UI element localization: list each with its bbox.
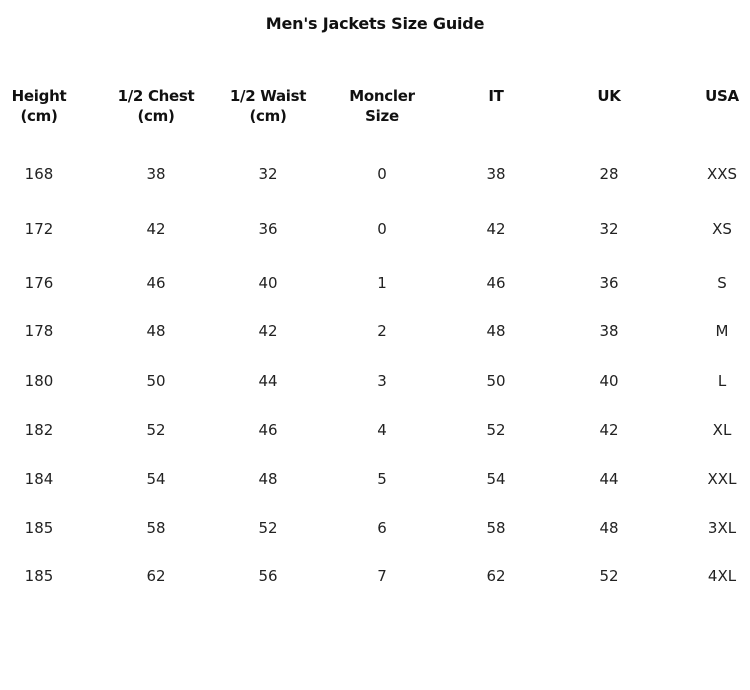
column-header-half-chest: 1/2 Chest (cm)	[117, 87, 195, 125]
cell-moncler-size: 7	[377, 567, 387, 585]
cell-usa: XS	[712, 220, 732, 238]
cell-uk: 32	[599, 220, 619, 238]
cell-moncler-size: 1	[377, 274, 387, 292]
column-header-it: IT	[488, 87, 504, 105]
table-row	[0, 162, 750, 186]
table-row	[0, 217, 750, 241]
cell-half-chest: 52	[146, 421, 166, 439]
cell-height: 185	[24, 519, 54, 537]
cell-half-chest: 62	[146, 567, 166, 585]
cell-uk: 38	[599, 322, 619, 340]
cell-half-waist: 52	[258, 519, 278, 537]
cell-uk: 42	[599, 421, 619, 439]
cell-usa: XL	[712, 421, 732, 439]
cell-uk: 36	[599, 274, 619, 292]
table-row	[0, 418, 750, 442]
cell-half-chest: 50	[146, 372, 166, 390]
cell-usa: S	[717, 274, 727, 292]
cell-it: 38	[486, 165, 506, 183]
cell-it: 52	[486, 421, 506, 439]
cell-height: 184	[24, 470, 54, 488]
cell-moncler-size: 5	[377, 470, 387, 488]
table-row	[0, 319, 750, 343]
cell-half-waist: 46	[258, 421, 278, 439]
cell-uk: 48	[599, 519, 619, 537]
column-header-half-waist: 1/2 Waist (cm)	[229, 87, 307, 125]
cell-it: 46	[486, 274, 506, 292]
cell-it: 42	[486, 220, 506, 238]
table-header-row	[0, 86, 750, 138]
cell-height: 178	[24, 322, 54, 340]
cell-height: 185	[24, 567, 54, 585]
cell-height: 182	[24, 421, 54, 439]
cell-usa: XXL	[707, 470, 737, 488]
table-row	[0, 467, 750, 491]
cell-height: 168	[24, 165, 54, 183]
table-row	[0, 564, 750, 588]
cell-moncler-size: 6	[377, 519, 387, 537]
cell-uk: 40	[599, 372, 619, 390]
cell-half-waist: 56	[258, 567, 278, 585]
cell-height: 172	[24, 220, 54, 238]
page-title: Men's Jackets Size Guide	[265, 14, 485, 33]
cell-it: 62	[486, 567, 506, 585]
cell-half-chest: 42	[146, 220, 166, 238]
cell-half-waist: 32	[258, 165, 278, 183]
cell-moncler-size: 3	[377, 372, 387, 390]
size-table	[0, 86, 750, 585]
cell-half-chest: 46	[146, 274, 166, 292]
column-header-uk: UK	[597, 87, 621, 105]
cell-uk: 52	[599, 567, 619, 585]
cell-half-waist: 36	[258, 220, 278, 238]
cell-half-waist: 44	[258, 372, 278, 390]
cell-it: 54	[486, 470, 506, 488]
cell-uk: 28	[599, 165, 619, 183]
cell-half-chest: 58	[146, 519, 166, 537]
cell-uk: 44	[599, 470, 619, 488]
cell-it: 48	[486, 322, 506, 340]
table-row	[0, 516, 750, 540]
cell-moncler-size: 0	[377, 165, 387, 183]
cell-usa: M	[715, 322, 729, 340]
cell-usa: L	[717, 372, 727, 390]
cell-usa: 3XL	[707, 519, 737, 537]
cell-half-chest: 54	[146, 470, 166, 488]
cell-moncler-size: 2	[377, 322, 387, 340]
cell-half-chest: 48	[146, 322, 166, 340]
cell-usa: 4XL	[707, 567, 737, 585]
table-row	[0, 271, 750, 295]
column-header-height: Height (cm)	[11, 87, 67, 125]
cell-moncler-size: 4	[377, 421, 387, 439]
column-header-usa: USA	[705, 87, 739, 105]
table-row	[0, 369, 750, 393]
cell-half-chest: 38	[146, 165, 166, 183]
cell-height: 180	[24, 372, 54, 390]
cell-half-waist: 48	[258, 470, 278, 488]
cell-usa: XXS	[706, 165, 738, 183]
cell-it: 50	[486, 372, 506, 390]
column-header-moncler-size: Moncler Size	[349, 87, 415, 125]
cell-half-waist: 40	[258, 274, 278, 292]
cell-half-waist: 42	[258, 322, 278, 340]
cell-moncler-size: 0	[377, 220, 387, 238]
cell-it: 58	[486, 519, 506, 537]
cell-height: 176	[24, 274, 54, 292]
